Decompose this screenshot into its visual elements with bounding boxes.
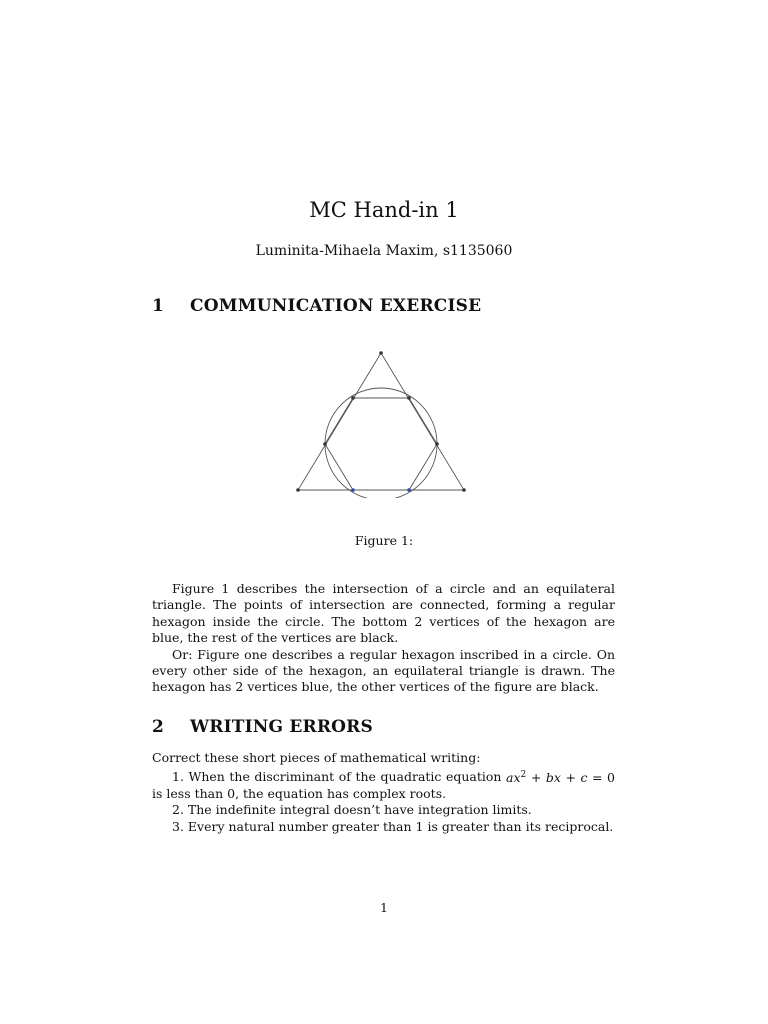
regular-hexagon: [325, 398, 437, 490]
circle: [325, 388, 437, 498]
vertex-bottom-right: [462, 488, 466, 492]
math-equals-zero: = 0: [587, 769, 615, 785]
page-number: 1: [380, 900, 388, 915]
math-ax: ax: [506, 769, 521, 785]
hexagon-vertex-blue-left: [351, 488, 355, 492]
figure-caption: Figure 1:: [354, 533, 414, 548]
hexagon-vertex-right: [435, 442, 439, 446]
equilateral-triangle: [298, 353, 464, 490]
vertex-top: [379, 351, 383, 355]
list-item-1-pre: 1. When the discriminant of the quadratic equation: [172, 769, 502, 785]
section-2-body: [152, 750, 615, 835]
section-1-heading: [152, 296, 481, 316]
list-item-1-post: is less than 0, the equation has complex roots.: [152, 785, 447, 801]
vertex-bottom-left: [296, 488, 300, 492]
author-line: Luminita-Mihaela Maxim, s1135060: [255, 243, 513, 259]
section-1-number: 1: [152, 296, 165, 316]
hexagon-vertex-top-left: [351, 396, 355, 400]
hexagon-triangle-figure: [290, 346, 474, 498]
paper-title: MC Hand-in 1: [309, 198, 459, 222]
math-exponent: 2: [520, 769, 527, 780]
section-1-paragraph-2: Or: Figure one describes a regular hexagon inscribed in a circle. On every other side of the hexagon, an equilateral triangle is drawn. The hexagon has 2 vertices blue, the other vertices of the figure are black.: [152, 646, 615, 695]
math-bx-c: + bx + c: [526, 769, 588, 785]
section-2-intro: Correct these short pieces of mathematical writing:: [152, 750, 481, 765]
section-2-number: 2: [152, 717, 165, 737]
list-item-1: [152, 766, 615, 802]
section-1-paragraph-1: Figure 1 describes the intersection of a circle and an equilateral triangle. The points of intersection are connected, forming a regular hexagon inside the circle. The bottom 2 vertices of the hexagon are blue, the rest of the vertices are black.: [152, 581, 615, 646]
section-1-title: COMMUNICATION EXERCISE: [190, 296, 482, 316]
list-item-3: 3. Every natural number greater than 1 is greater than its reciprocal.: [172, 818, 614, 834]
list-item-2: 2. The indefinite integral doesn’t have integration limits.: [172, 802, 532, 818]
hexagon-vertex-left: [323, 442, 327, 446]
section-2-title: WRITING ERRORS: [190, 717, 373, 737]
section-1-body: [152, 581, 615, 696]
section-2-heading: [152, 717, 373, 737]
hexagon-vertex-top-right: [407, 396, 411, 400]
quadratic-equation: [506, 770, 615, 785]
hexagon-vertex-blue-right: [407, 488, 411, 492]
